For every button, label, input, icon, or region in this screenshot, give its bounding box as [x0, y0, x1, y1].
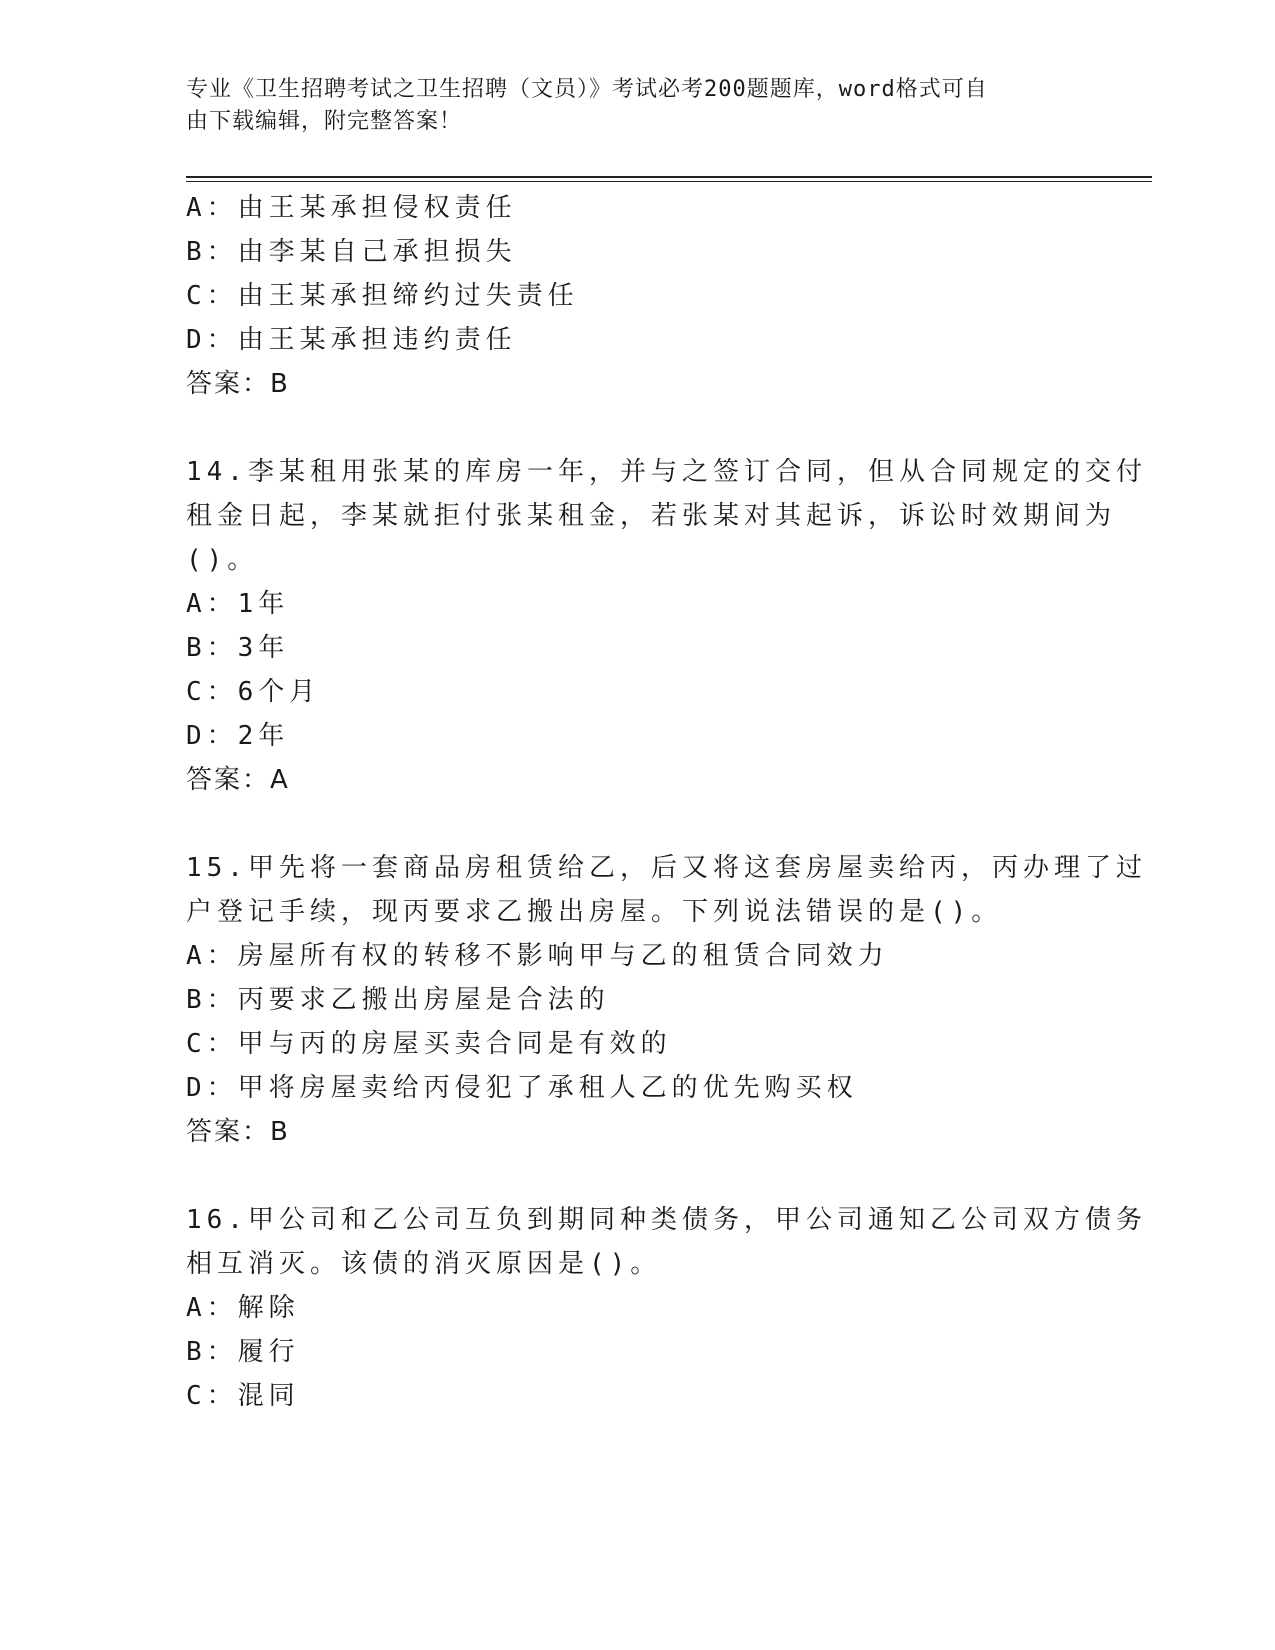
- document-header: [186, 74, 1066, 138]
- q13-answer: 答案：B: [186, 369, 290, 399]
- q16-option-c: C：混同: [186, 1381, 300, 1411]
- header-rule-thin: [186, 181, 1152, 182]
- q14-option-d: D：2年: [186, 721, 290, 751]
- q15-option-d: D：甲将房屋卖给丙侵犯了承租人乙的优先购买权: [186, 1073, 858, 1103]
- q14-option-c: C：6个月: [186, 677, 321, 707]
- header-line-2: 由下载编辑，附完整答案！: [186, 109, 463, 134]
- q15-stem-line-1: 15.甲先将一套商品房租赁给乙，后又将这套房屋卖给丙，丙办理了过: [186, 853, 1147, 883]
- q14-answer: 答案：A: [186, 765, 290, 795]
- q13-option-b: B：由李某自己承担损失: [186, 237, 517, 267]
- q15-option-c: C：甲与丙的房屋买卖合同是有效的: [186, 1029, 672, 1059]
- q14-stem-line-1: 14.李某租用张某的库房一年，并与之签订合同，但从合同规定的交付: [186, 457, 1147, 487]
- q15-option-b: B：丙要求乙搬出房屋是合法的: [186, 985, 610, 1015]
- q14-stem-line-3: ()。: [186, 545, 259, 575]
- q13-option-c: C：由王某承担缔约过失责任: [186, 281, 579, 311]
- header-rule-thick: [186, 176, 1152, 178]
- q16-stem-line-1: 16.甲公司和乙公司互负到期同种类债务，甲公司通知乙公司双方债务: [186, 1205, 1147, 1235]
- q15-stem-line-2: 户登记手续，现丙要求乙搬出房屋。下列说法错误的是()。: [186, 897, 1003, 927]
- q14-stem-line-2: 租金日起，李某就拒付张某租金，若张某对其起诉，诉讼时效期间为: [186, 501, 1117, 531]
- q16-option-a: A：解除: [186, 1293, 300, 1323]
- q13-option-a: A：由王某承担侵权责任: [186, 193, 517, 223]
- q14-option-b: B：3年: [186, 633, 290, 663]
- header-line-1: 专业《卫生招聘考试之卫生招聘（文员）》考试必考200题题库，word格式可自: [186, 77, 988, 102]
- q14-option-a: A：1年: [186, 589, 290, 619]
- q13-option-d: D：由王某承担违约责任: [186, 325, 517, 355]
- q15-option-a: A：房屋所有权的转移不影响甲与乙的租赁合同效力: [186, 941, 889, 971]
- q16-option-b: B：履行: [186, 1337, 300, 1367]
- q15-answer: 答案：B: [186, 1117, 290, 1147]
- q16-stem-line-2: 相互消灭。该债的消灭原因是()。: [186, 1249, 662, 1279]
